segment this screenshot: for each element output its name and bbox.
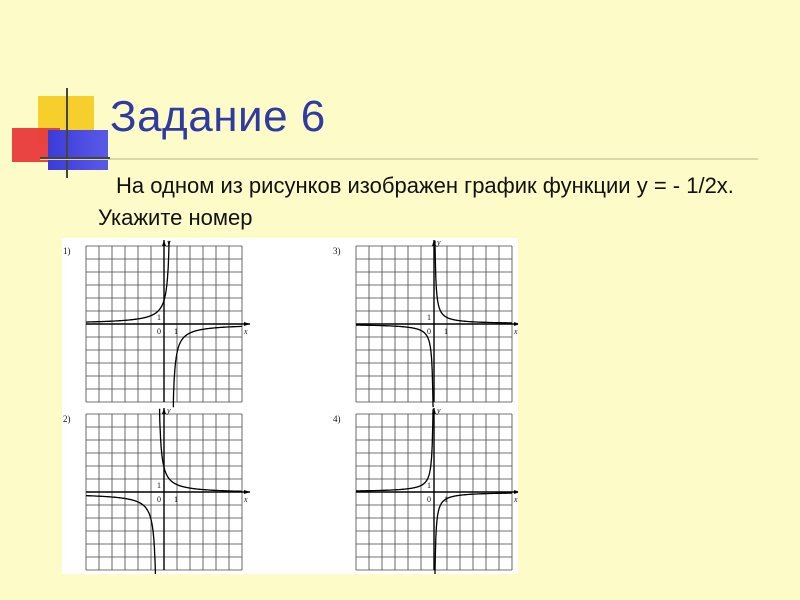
origin-label: 0 <box>157 495 161 504</box>
panel-label: 4) <box>333 414 341 424</box>
panel-label: 2) <box>63 414 71 424</box>
panel-1 <box>63 238 250 407</box>
panel-label: 1) <box>63 246 71 256</box>
y-axis-label: y <box>167 406 171 415</box>
x-axis-label: x <box>514 327 518 336</box>
function-curve <box>86 241 169 322</box>
tick-label-y: 1 <box>157 481 161 490</box>
x-axis-label: x <box>514 495 518 504</box>
y-axis-arrow <box>162 408 166 414</box>
origin-label: 0 <box>157 327 161 336</box>
decor-horizontal-rule <box>40 158 758 160</box>
function-curve <box>435 241 512 323</box>
slide-title: Задание 6 <box>110 92 326 141</box>
x-axis-label: x <box>244 495 248 504</box>
y-axis-label: y <box>437 406 441 415</box>
panel-2 <box>63 406 250 574</box>
tick-label-x: 1 <box>444 327 448 336</box>
x-axis-label: x <box>244 327 248 336</box>
x-axis-arrow <box>244 490 250 494</box>
x-axis-arrow <box>244 322 250 326</box>
decor-horizontal-line <box>40 157 110 159</box>
origin-label: 0 <box>427 327 431 336</box>
decor-blue-square <box>48 130 108 170</box>
panel-4 <box>333 406 518 574</box>
x-axis-arrow <box>514 322 518 326</box>
panel-3 <box>333 238 518 407</box>
graphs-figure <box>62 238 518 574</box>
function-curve <box>86 496 156 574</box>
y-axis-label: y <box>437 238 441 247</box>
tick-label-y: 1 <box>427 481 431 490</box>
tick-label-x: 1 <box>174 495 178 504</box>
graphs-svg <box>62 238 518 574</box>
tick-label-x: 1 <box>444 495 448 504</box>
tick-label-x: 1 <box>174 327 178 336</box>
panel-label: 3) <box>333 246 341 256</box>
task-text: На одном из рисунков изображен график функции у = - 1/2х. Укажите номер <box>98 173 734 230</box>
x-axis-arrow <box>514 490 518 494</box>
tick-label-y: 1 <box>427 313 431 322</box>
y-axis-arrow <box>162 240 166 246</box>
tick-label-y: 1 <box>157 313 161 322</box>
y-axis-label: y <box>167 238 171 247</box>
origin-label: 0 <box>427 495 431 504</box>
function-curve <box>173 326 242 407</box>
decor-vertical-line <box>66 88 68 178</box>
